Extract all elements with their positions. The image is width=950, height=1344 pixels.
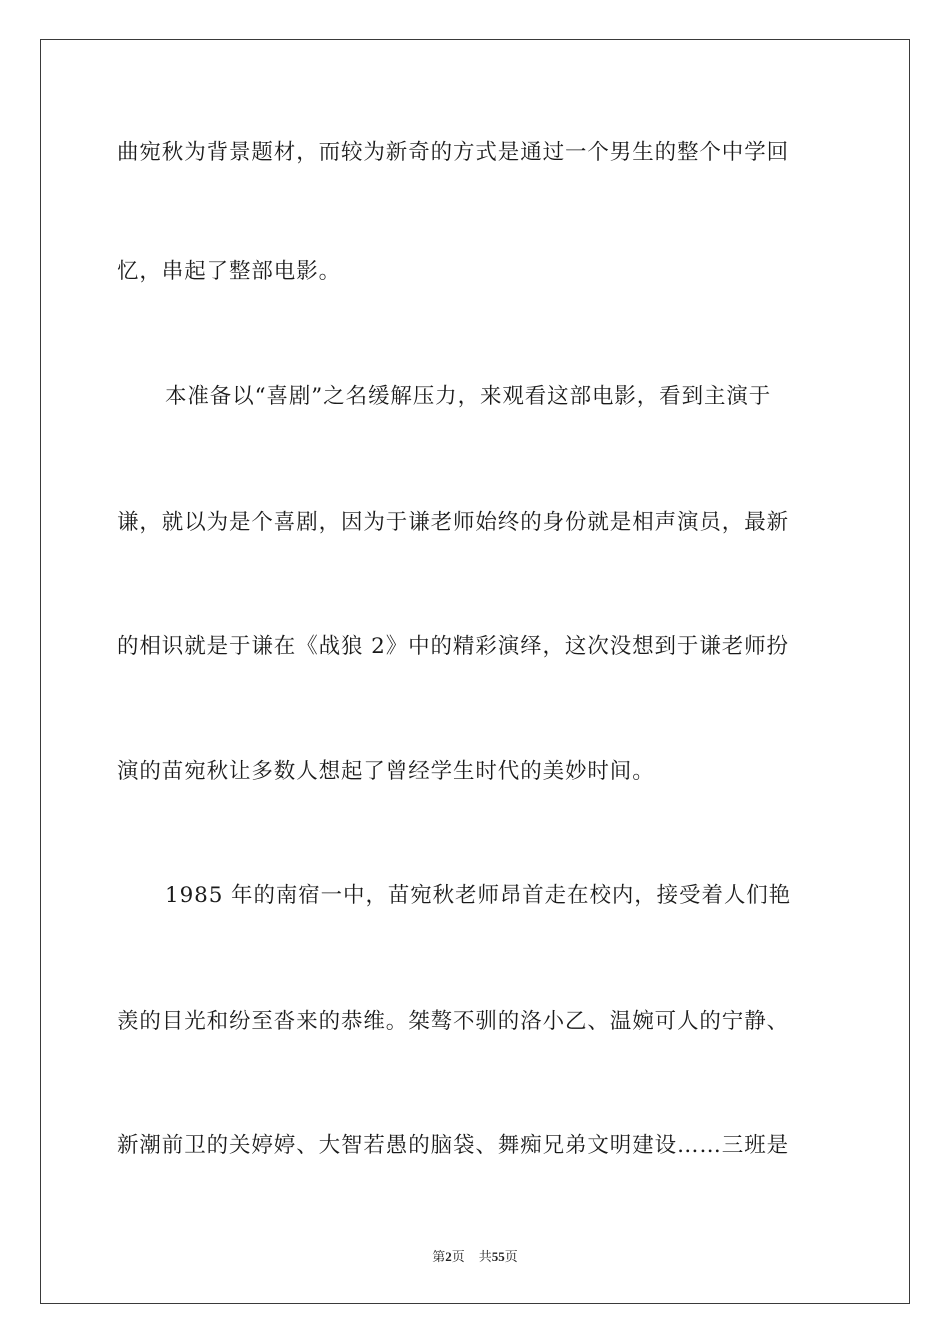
paragraph-line-1: 曲宛秋为背景题材，而较为新奇的方式是通过一个男生的整个中学回 xyxy=(117,140,790,165)
total-pages: 55 xyxy=(491,1249,505,1264)
paragraph-line-3: 本准备以“喜剧”之名缓解压力，来观看这部电影，看到主演于 xyxy=(165,384,772,409)
paragraph-line-5: 的相识就是于谦在《战狼 2》中的精彩演绎，这次没想到于谦老师扮 xyxy=(117,634,789,659)
page-prefix: 第 xyxy=(432,1250,446,1265)
page-footer xyxy=(0,1248,950,1267)
page-border xyxy=(40,39,910,1304)
paragraph-line-8: 羡的目光和纷至沓来的恭维。桀骜不驯的洛小乙、温婉可人的宁静、 xyxy=(117,1009,790,1034)
paragraph-line-4: 谦，就以为是个喜剧，因为于谦老师始终的身份就是相声演员，最新 xyxy=(117,510,790,535)
paragraph-line-2: 忆，串起了整部电影。 xyxy=(117,259,342,284)
paragraph-line-9: 新潮前卫的关婷婷、大智若愚的脑袋、舞痴兄弟文明建设……三班是 xyxy=(117,1133,790,1158)
total-suffix: 页 xyxy=(504,1250,518,1265)
page-number: 2 xyxy=(445,1249,452,1264)
paragraph-line-6: 演的苗宛秋让多数人想起了曾经学生时代的美妙时间。 xyxy=(117,759,655,784)
total-prefix: 共 xyxy=(478,1250,492,1265)
paragraph-line-7: 1985 年的南宿一中，苗宛秋老师昂首走在校内，接受着人们艳 xyxy=(165,883,792,908)
page-suffix: 页 xyxy=(451,1250,465,1265)
